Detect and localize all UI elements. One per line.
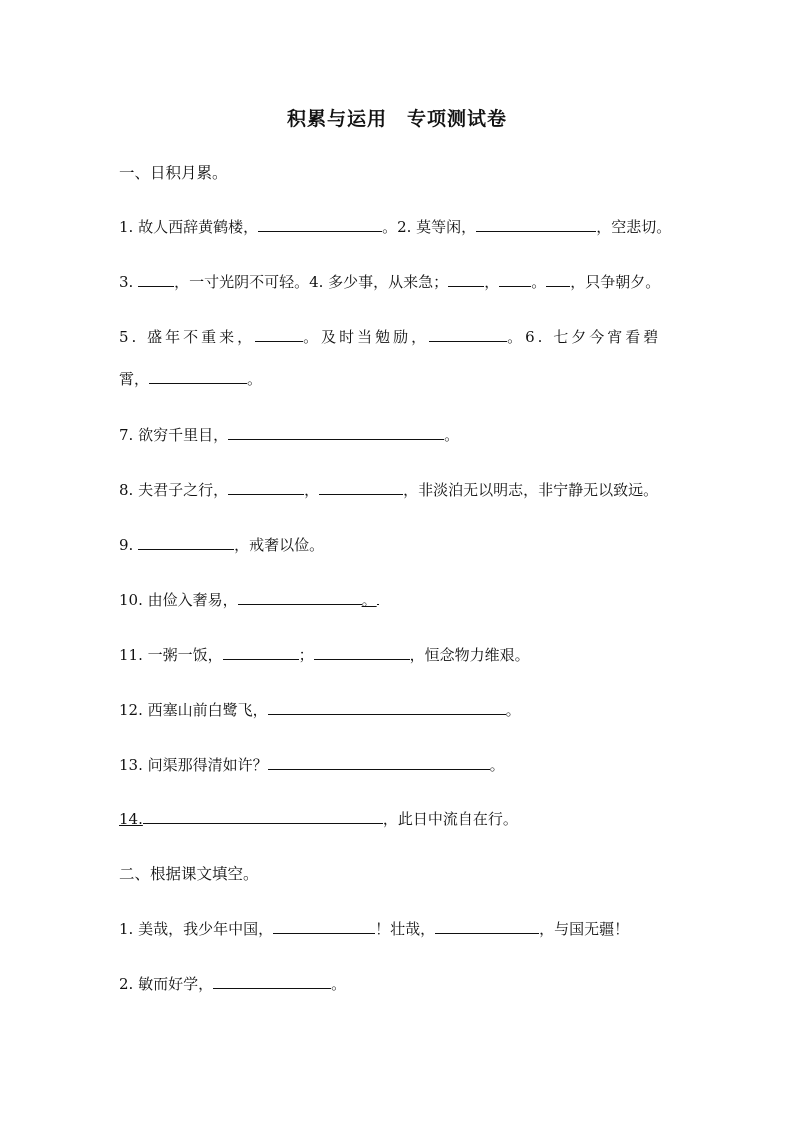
answer-blank[interactable] bbox=[223, 645, 299, 660]
question-text: 。 bbox=[247, 370, 263, 388]
question-text: 。 bbox=[331, 975, 347, 993]
answer-blank[interactable] bbox=[448, 272, 484, 287]
question-text: ，非淡泊无以明志，非宁静无以致远。 bbox=[403, 481, 659, 499]
question-7 bbox=[119, 424, 694, 446]
answer-blank[interactable] bbox=[143, 809, 383, 824]
section-heading-1: 一、日积月累。 bbox=[119, 164, 228, 182]
question-text: 。 bbox=[361, 591, 377, 609]
question-text: 1. 美哉，我少年中国， bbox=[119, 920, 274, 938]
question-text: ， bbox=[484, 273, 500, 291]
answer-blank[interactable] bbox=[435, 919, 539, 934]
question-text: 10. 由俭入奢易， bbox=[119, 591, 238, 609]
answer-blank[interactable] bbox=[228, 425, 444, 440]
answer-blank[interactable] bbox=[319, 480, 403, 495]
question-text: 。及时当勉励， bbox=[303, 328, 430, 346]
section2-question-1 bbox=[119, 918, 694, 940]
question-text: ，一寸光阴不可轻。4. 多少事，从来急； bbox=[174, 273, 449, 291]
answer-blank[interactable] bbox=[314, 645, 410, 660]
question-text: 3. bbox=[119, 273, 139, 291]
question-text: ，与国无疆！ bbox=[539, 920, 630, 938]
answer-blank[interactable] bbox=[138, 535, 234, 550]
page-title: 积累与运用 专项测试卷 bbox=[286, 108, 507, 130]
answer-blank[interactable] bbox=[138, 272, 174, 287]
question-text: ， bbox=[304, 481, 320, 499]
question-12 bbox=[119, 699, 694, 721]
answer-blank[interactable] bbox=[273, 919, 375, 934]
question-text: 5. 盛年不重来， bbox=[119, 328, 256, 346]
question-11 bbox=[119, 644, 694, 666]
answer-blank[interactable] bbox=[238, 590, 362, 605]
question-9 bbox=[119, 534, 694, 556]
answer-blank[interactable] bbox=[476, 217, 596, 232]
question-text: 。 bbox=[444, 426, 460, 444]
question-text: 2. 敏而好学， bbox=[119, 975, 214, 993]
question-8 bbox=[119, 479, 694, 501]
question-text: 。6. 七夕今宵看碧 bbox=[507, 328, 662, 346]
question-1-2 bbox=[119, 216, 694, 238]
question-14 bbox=[119, 808, 694, 830]
question-text: 12. 西塞山前白鹭飞， bbox=[119, 701, 268, 719]
answer-blank[interactable] bbox=[255, 327, 303, 342]
question-6-continued bbox=[119, 368, 694, 390]
question-text: 7. 欲穷千里目， bbox=[119, 426, 229, 444]
question-text: 9. bbox=[119, 536, 139, 554]
question-text: 。2. 莫等闲， bbox=[382, 218, 477, 236]
answer-blank[interactable] bbox=[213, 974, 331, 989]
question-text: 霄， bbox=[119, 370, 150, 388]
question-text: ，恒念物力维艰。 bbox=[409, 646, 530, 664]
question-text: 11. 一粥一饭， bbox=[119, 646, 223, 664]
question-text: ，戒奢以俭。 bbox=[234, 536, 325, 554]
section-heading-2: 二、根据课文填空。 bbox=[119, 865, 259, 883]
answer-blank[interactable] bbox=[546, 272, 570, 287]
answer-blank[interactable] bbox=[149, 369, 247, 384]
question-text: 8. 夫君子之行， bbox=[119, 481, 229, 499]
section2-question-2 bbox=[119, 973, 694, 995]
question-3-4 bbox=[119, 271, 694, 293]
answer-blank[interactable] bbox=[268, 755, 490, 770]
answer-blank-tail bbox=[377, 590, 379, 605]
question-text: ，此日中流自在行。 bbox=[382, 810, 518, 828]
answer-blank[interactable] bbox=[268, 700, 506, 715]
question-text: 14. bbox=[119, 810, 143, 828]
answer-blank[interactable] bbox=[258, 217, 382, 232]
question-text: ，空悲切。 bbox=[596, 218, 672, 236]
question-text: 13. 问渠那得清如许？ bbox=[119, 756, 268, 774]
question-5-6 bbox=[119, 326, 694, 348]
question-text: ，只争朝夕。 bbox=[570, 273, 661, 291]
answer-blank[interactable] bbox=[228, 480, 304, 495]
answer-blank[interactable] bbox=[499, 272, 531, 287]
question-13 bbox=[119, 754, 694, 776]
question-text: ！壮哉， bbox=[375, 920, 436, 938]
question-text: ； bbox=[298, 646, 314, 664]
question-text: 。 bbox=[489, 756, 505, 774]
question-10 bbox=[119, 589, 694, 611]
question-text: 1. 故人西辞黄鹤楼， bbox=[119, 218, 259, 236]
answer-blank[interactable] bbox=[429, 327, 507, 342]
question-text: 。 bbox=[531, 273, 547, 291]
question-text: 。 bbox=[505, 701, 521, 719]
